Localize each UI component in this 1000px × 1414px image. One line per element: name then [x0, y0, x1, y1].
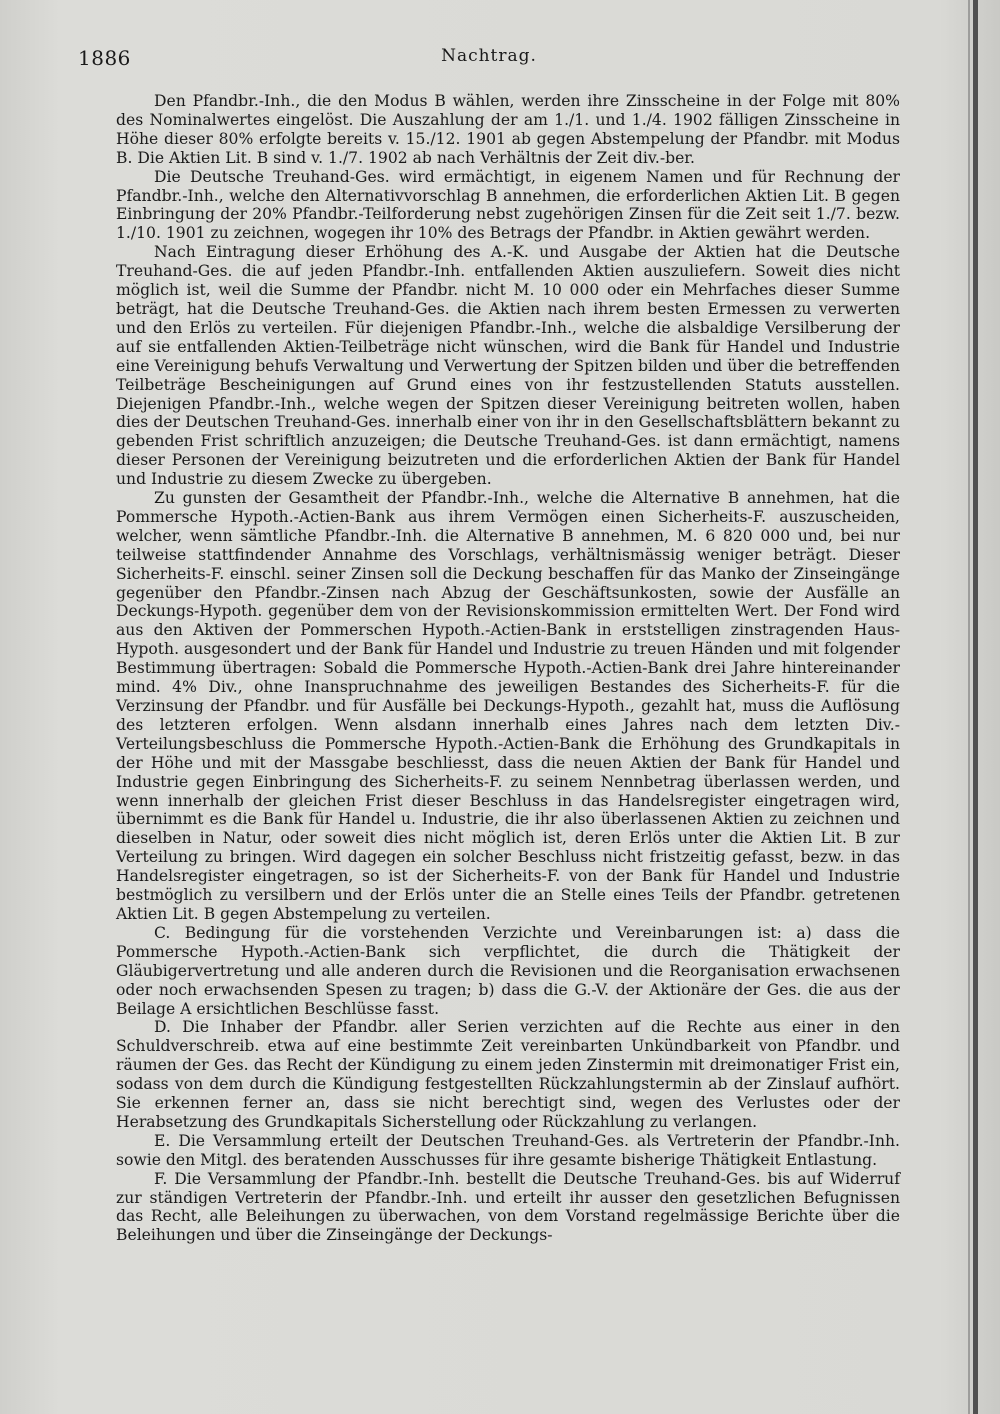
paragraph-entlastung-e: E. Die Versammlung erteilt der Deutschen Treuhand-Ges. als Vertreterin der Pfandbr.-Inh. sowie den Mitgl. des beratenden Ausschusses für ihre gesamte bisherige Thätigkeit Entlastung. [116, 1131, 900, 1169]
paragraph-kuendigung-d: D. Die Inhaber der Pfandbr. aller Serien verzichten auf die Rechte aus einer in den Schuldverschreib. etwa auf eine bestimmte Zeit vereinbarten Unkündbarkeit von Pfandbr. und räumen der Ges. das Recht der Kündigung zu einem jeden Zinstermin mit dreimonatiger Frist ein, sodass von dem durch die Kündigung festgestellten Rückzahlungstermin ab der Zinslauf aufhört. Sie erkennen ferner an, dass sie nicht berechtigt sind, wegen des Verlustes oder der Herabsetzung des Grundkapitals Sicherstellung oder Rückzahlung zu verlangen. [116, 1018, 900, 1131]
page-number: 1886 [78, 46, 131, 70]
paragraph-modus-b: Den Pfandbr.-Inh., die den Modus B wählen, werden ihre Zinsscheine in der Folge mit 80% des Nominalwertes eingelöst. Die Auszahlung der am 1./1. und 1./4. 1902 fälligen Zinsscheine in Höhe dieser 80% erfolgte bereits v. 15./12. 1901 ab gegen Abstempelung der Pfandbr. mit Modus B. Die Aktien Lit. B sind v. 1./7. 1902 ab nach Verhältnis der Zeit div.-ber. [116, 92, 900, 167]
paragraph-bedingung-c: C. Bedingung für die vorstehenden Verzichte und Vereinbarungen ist: a) dass die Pommersche Hypoth.-Actien-Bank sich verpflichtet, die durch die Thätigkeit der Gläubigervertretung und alle anderen durch die Revisionen und die Reorganisation erwachsenen oder noch erwachsenden Spesen zu tragen; b) dass die G.-V. der Aktionäre der Ges. die aus der Beilage A ersichtlichen Beschlüsse fasst. [116, 923, 900, 1018]
page-edge-shadow [973, 0, 978, 1414]
page-edge-line [968, 0, 970, 1414]
paragraph-aktien-auslieferung: Nach Eintragung dieser Erhöhung des A.-K. und Ausgabe der Aktien hat die Deutsche Treuhand-Ges. die auf jeden Pfandbr.-Inh. entfallenden Aktien auszuliefern. Soweit dies nicht möglich ist, weil die Summe der Pfandbr. nicht M. 10 000 oder ein Mehrfaches dieser Summe beträgt, hat die Deutsche Treuhand-Ges. die Aktien nach ihrem besten Ermessen zu verwerten und den Erlös zu verteilen. Für diejenigen Pfandbr.-Inh., welche die alsbaldige Versilberung der auf sie entfallenden Aktien-Teilbeträge nicht wünschen, wird die Bank für Handel und Industrie eine Vereinigung behufs Verwaltung und Verwertung der Spitzen bilden und über die betreffenden Teilbeträge Bescheinigungen auf Grund eines von ihr festzustellenden Statuts ausstellen. Diejenigen Pfandbr.-Inh., welche wegen der Spitzen dieser Vereinigung beitreten wollen, haben dies der Deutschen Treuhand-Ges. innerhalb einer von ihr in den Gesellschaftsblättern bekannt zu gebenden Frist schriftlich anzuzeigen; die Deutsche Treuhand-Ges. ist dann ermächtigt, namens dieser Personen der Vereinigung beizutreten und die erforderlichen Aktien der Bank für Handel und Industrie zu diesem Zwecke zu übergeben. [116, 243, 900, 489]
paragraph-vertreterin-f: F. Die Versammlung der Pfandbr.-Inh. bestellt die Deutsche Treuhand-Ges. bis auf Widerruf zur ständigen Vertreterin der Pfandbr.-Inh. und erteilt ihr ausser den gesetzlichen Befugnissen das Recht, alle Beleihungen zu überwachen, von dem Vorstand regelmässige Berichte über die Beleihungen und über die Zinseingänge der Deckungs- [116, 1169, 900, 1245]
body-text [116, 92, 900, 1245]
running-head: Nachtrag. [441, 46, 537, 66]
paragraph-sicherheitsfonds: Zu gunsten der Gesamtheit der Pfandbr.-Inh., welche die Alternative B annehmen, hat die Pommersche Hypoth.-Actien-Bank aus ihrem Vermögen einen Sicherheits-F. auszuscheiden, welcher, wenn sämtliche Pfandbr.-Inh. die Alternative B annehmen, M. 6 820 000 und, bei nur teilweise stattfindender Annahme des Vorschlags, verhältnismässig weniger beträgt. Dieser Sicherheits-F. einschl. seiner Zinsen soll die Deckung beschaffen für das Manko der Zinseingänge gegenüber den Pfandbr.-Zinsen nach Abzug der Geschäftsunkosten, sowie der Ausfälle an Deckungs-Hypoth. gegenüber dem von der Revisionskommission ermittelten Wert. Der Fond wird aus den Aktiven der Pommerschen Hypoth.-Actien-Bank in erststelligen zinstragenden Haus-Hypoth. ausgesondert und der Bank für Handel und Industrie zu treuen Händen und mit folgender Bestimmung übertragen: Sobald die Pommersche Hypoth.-Actien-Bank drei Jahre hintereinander mind. 4% Div., ohne Inanspruchnahme des jeweiligen Bestandes des Sicherheits-F. für die Verzinsung der Pfandbr. und für Ausfälle bei Deckungs-Hypoth., gezahlt hat, muss die Auflösung des letzteren erfolgen. Wenn alsdann innerhalb eines Jahres nach dem letzten Div.-Verteilungsbeschluss die Pommersche Hypoth.-Actien-Bank die Erhöhung des Grundkapitals in der Höhe und mit der Massgabe beschliesst, dass die neuen Aktien der Bank für Handel und Industrie gegen Einbringung des Sicherheits-F. zu seinem Nennbetrag überlassen werden, und wenn innerhalb der gleichen Frist dieser Beschluss in das Handelsregister eingetragen wird, übernimmt es die Bank für Handel u. Industrie, die ihr also überlassenen Aktien zu zeichnen und dieselben in Natur, oder soweit dies nicht möglich ist, deren Erlös unter die Aktien Lit. B zur Verteilung zu bringen. Wird dagegen ein solcher Beschluss nicht fristzeitig gefasst, bezw. in das Handelsregister eingetragen, so ist der Sicherheits-F. von der Bank für Handel und Industrie bestmöglich zu versilbern und der Erlös unter die an Stelle eines Teils der Pfandbr. getretenen Aktien Lit. B gegen Abstempelung zu verteilen. [116, 489, 900, 923]
page-header [78, 46, 900, 74]
paragraph-treuhand-ermaechtigung: Die Deutsche Treuhand-Ges. wird ermächtigt, in eigenem Namen und für Rechnung der Pfandbr.-Inh., welche den Alternativvorschlag B annehmen, die erforderlichen Aktien Lit. B gegen Einbringung der 20% Pfandbr.-Teilforderung nebst zugehörigen Zinsen für die Zeit seit 1./7. bezw. 1./10. 1901 zu zeichnen, wogegen ihr 10% des Betrags der Pfandbr. in Aktien gewährt werden. [116, 167, 900, 243]
